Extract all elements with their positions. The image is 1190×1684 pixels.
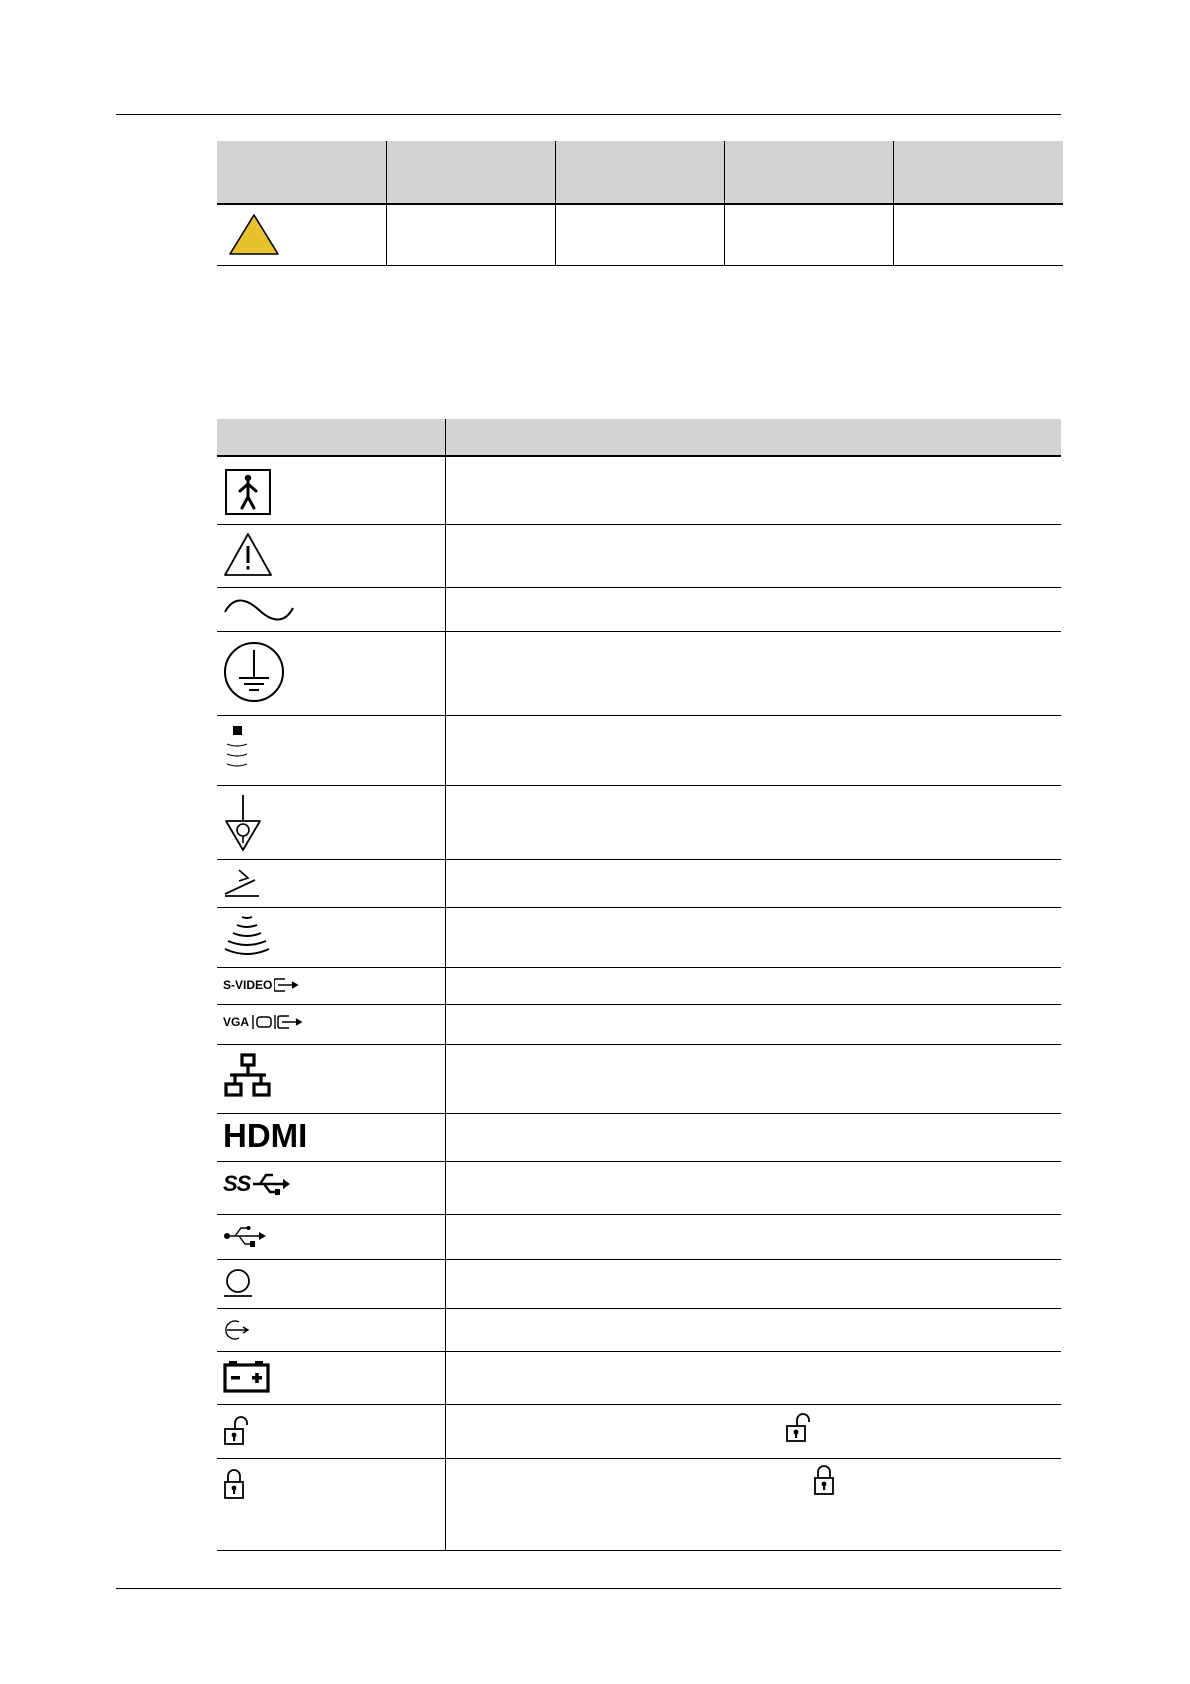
table-row [217, 1351, 1061, 1404]
battery-icon [223, 1360, 273, 1394]
transducer-sound-waves-icon [223, 912, 275, 962]
probe-port-icon [223, 724, 253, 774]
protective-earth-icon [223, 640, 287, 704]
symbol-cell [217, 587, 445, 631]
symbol-cell [217, 1351, 445, 1404]
symbols-header-description [445, 419, 1061, 456]
table-row [217, 1404, 1061, 1458]
symbol-cell [217, 1214, 445, 1259]
symbol-cell [217, 456, 445, 524]
table-row [217, 1044, 1061, 1113]
unlock-inline-icon [785, 1413, 811, 1445]
warning-triangle-yellow-icon [227, 210, 287, 260]
symbols-header-symbol [217, 419, 445, 456]
description-cell [445, 967, 1061, 1004]
top-table-cell [724, 204, 893, 266]
type-bf-applied-part-icon [223, 467, 275, 519]
symbol-cell [217, 631, 445, 715]
usb-trident-icon [251, 1171, 291, 1197]
top-table-header-cell [217, 141, 386, 204]
s-video-label: S-VIDEO [223, 977, 273, 992]
top-table-cell [386, 204, 555, 266]
table-row [217, 1458, 1061, 1550]
description-cell [445, 524, 1061, 587]
vga-output-icon [223, 1014, 445, 1030]
description-cell [445, 1044, 1061, 1113]
table-row [217, 1004, 1061, 1044]
symbol-cell [217, 907, 445, 967]
monitor-out-icon [251, 1014, 309, 1030]
symbol-cell [217, 1308, 445, 1351]
description-cell [445, 1259, 1061, 1308]
usb-3-superspeed-icon [223, 1171, 445, 1197]
vga-label: VGA [223, 1014, 250, 1029]
symbol-cell [217, 715, 445, 785]
top-table-header-cell [555, 141, 724, 204]
table-row [217, 1214, 1061, 1259]
symbols-table-header-row [217, 419, 1061, 456]
symbol-cell [217, 859, 445, 907]
top-table-header-cell [893, 141, 1063, 204]
description-cell [445, 1458, 1061, 1550]
video-input-circle-icon [223, 1267, 257, 1301]
top-table-header-cell [386, 141, 555, 204]
alternating-current-icon [223, 595, 295, 625]
table-row [217, 907, 1061, 967]
s-video-output-icon [223, 977, 445, 993]
description-cell [445, 1161, 1061, 1214]
description-cell [445, 1308, 1061, 1351]
symbol-cell [217, 1404, 445, 1458]
description-cell [445, 859, 1061, 907]
description-cell [445, 631, 1061, 715]
description-cell [445, 456, 1061, 524]
description-cell [445, 1214, 1061, 1259]
symbol-cell [217, 967, 445, 1004]
symbol-cell [217, 1161, 445, 1214]
table-row [217, 524, 1061, 587]
symbol-cell [217, 1044, 445, 1113]
table-row [217, 715, 1061, 785]
table-row [217, 1161, 1061, 1214]
symbol-cell [217, 1458, 445, 1550]
symbols-table [217, 419, 1061, 1551]
footswitch-icon [223, 866, 263, 900]
top-table-row [217, 204, 1063, 266]
video-output-icon [223, 1318, 259, 1342]
top-table-cell [893, 204, 1063, 266]
symbol-cell [217, 1113, 445, 1161]
symbol-cell [217, 785, 445, 859]
table-row [217, 859, 1061, 907]
top-table-header-row [217, 141, 1063, 204]
description-cell [445, 785, 1061, 859]
symbol-cell [217, 1004, 445, 1044]
description-cell [445, 715, 1061, 785]
description-cell [445, 907, 1061, 967]
top-table [217, 141, 1063, 266]
description-cell [445, 1404, 1061, 1458]
equipotentiality-icon [223, 793, 267, 853]
lock-inline-icon [813, 1464, 839, 1498]
caution-triangle-icon [223, 531, 275, 579]
symbol-cell [217, 1259, 445, 1308]
top-table-cell [555, 204, 724, 266]
description-cell [445, 587, 1061, 631]
table-row [217, 456, 1061, 524]
symbol-cell [217, 524, 445, 587]
table-row [217, 631, 1061, 715]
table-row [217, 587, 1061, 631]
top-table-header-cell [724, 141, 893, 204]
top-table-icon-cell [217, 204, 386, 266]
header-rule [116, 114, 1061, 115]
description-cell [445, 1004, 1061, 1044]
description-cell [445, 1113, 1061, 1161]
table-row [217, 1259, 1061, 1308]
table-row [217, 1113, 1061, 1161]
table-row [217, 967, 1061, 1004]
network-port-icon [223, 1053, 275, 1103]
table-row [217, 1308, 1061, 1351]
footer-rule [116, 1588, 1061, 1589]
table-row [217, 785, 1061, 859]
unlock-icon [223, 1416, 249, 1448]
description-cell [445, 1351, 1061, 1404]
usb-icon [223, 1224, 269, 1248]
hdmi-icon: HDMI [223, 1116, 308, 1154]
video-out-arrow-icon [274, 977, 302, 993]
lock-icon [223, 1468, 249, 1502]
ss-label: SS [223, 1170, 251, 1196]
